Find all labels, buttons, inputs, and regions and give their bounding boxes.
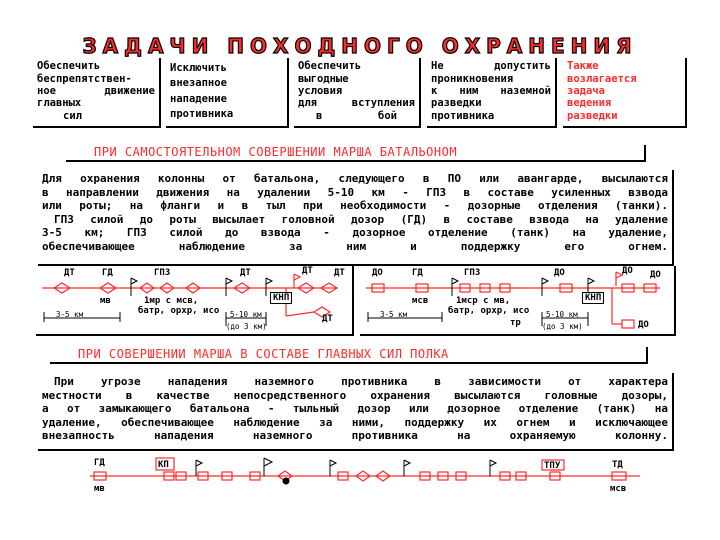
task-line: Не допустить xyxy=(431,60,551,73)
label-composition: 1мр с мсв, xyxy=(144,296,199,306)
task-box-4 xyxy=(427,58,557,128)
label-composition: батр, орхр, исо xyxy=(138,306,220,316)
label-do: ДО xyxy=(554,268,565,278)
label-mv: мв xyxy=(100,296,111,306)
label-do: ДО xyxy=(622,266,633,276)
task-line: Обеспечить xyxy=(37,60,101,73)
text-line: а от замыкающего батальона - тыльный дозор или дозорное отделение (танк) на xyxy=(42,402,668,416)
label-mv: мв xyxy=(94,484,105,494)
label-do: ДО xyxy=(638,320,649,330)
label-distance: 3-5 км xyxy=(56,310,84,319)
task-line: противника xyxy=(170,108,234,121)
label-tpu: ТПУ xyxy=(544,461,561,471)
label-distance: 5-10 км xyxy=(546,310,578,319)
label-dt: ДТ xyxy=(64,268,75,278)
text-line: При угрозе нападения наземного противника в зависимости от характера xyxy=(54,375,668,388)
label-composition: батр, орхр, исо xyxy=(448,306,530,316)
task-line: условия xyxy=(298,84,343,97)
page-title: ЗАДАЧИ ПОХОДНОГО ОХРАНЕНИЯ xyxy=(82,34,638,58)
task-line: возлагается xyxy=(567,72,637,85)
task-line: для вступления xyxy=(298,97,415,110)
label-tr: тр xyxy=(510,318,521,328)
task-line: Исключить xyxy=(170,61,227,74)
task-line: ное движение xyxy=(37,84,155,97)
task-box-3 xyxy=(294,58,421,128)
text-line: внезапность нападения наземного противника на охраняемую колонну. xyxy=(42,429,668,443)
task-line: разведки xyxy=(567,109,618,122)
task-line: внезапное xyxy=(170,77,227,90)
label-gd: ГД xyxy=(102,268,113,278)
march-diagram-battalion-motor xyxy=(360,266,676,336)
diagram-graphics xyxy=(50,452,680,504)
label-distance: 5-10 км xyxy=(230,310,262,319)
text-line: местности в качестве непосредственного охранения высылаются головные дозоры, xyxy=(42,388,668,402)
task-line: Также xyxy=(567,60,599,73)
task-line: беспрепятствен- xyxy=(37,72,132,85)
task-line: разведки xyxy=(431,97,482,110)
label-dt: ДТ xyxy=(302,266,313,276)
task-line: задача xyxy=(567,84,605,97)
label-do: ДО xyxy=(650,270,661,280)
label-dt: ДТ xyxy=(334,268,345,278)
text-line: Для охранения колонны от батальона, следующего в ПО или авангарде, высылаются xyxy=(42,172,668,185)
label-msv: мсв xyxy=(412,296,429,306)
label-kp: КП xyxy=(158,460,169,470)
task-line: главных xyxy=(37,97,82,110)
task-line: Обеспечить xyxy=(298,60,362,73)
text-line: или роты; на фланги и в тыл при необходимости - дозорные отделения (танки). xyxy=(42,199,668,213)
task-line: к ним наземной xyxy=(431,84,551,97)
text-line: удаление, обеспечивающее наблюдение за ними, поддержку их огнем и исключающее xyxy=(42,415,668,429)
label-gd: ГД xyxy=(412,268,423,278)
march-diagram-battalion-tank xyxy=(36,266,354,336)
label-distance: (до 3 км) xyxy=(542,322,583,331)
label-gpz: ГПЗ xyxy=(154,268,171,278)
label-dt: ДТ xyxy=(240,268,251,278)
task-line: проникновения xyxy=(431,72,514,85)
section-2-text xyxy=(38,373,674,451)
text-line: 3-5 км; ГПЗ силой до взвода - дозорное отделение (танк) на удаление, xyxy=(42,226,668,240)
task-box-1 xyxy=(33,58,161,128)
text-line: ГПЗ силой до роты высылает головной дозор (ГД) в составе взвода на удаление xyxy=(54,212,668,226)
task-line: сил xyxy=(63,109,82,122)
task-line: выгодные xyxy=(298,72,349,85)
label-td: ТД xyxy=(612,460,623,470)
label-gpz: ГПЗ xyxy=(464,268,481,278)
label-do: ДО xyxy=(372,268,383,278)
label-distance: (до 3 км) xyxy=(226,322,267,331)
text-line: в направлении движения на удалении 5-10 км - ГПЗ в составе усиленных взвода xyxy=(42,185,668,199)
label-composition: 1мср с мв, xyxy=(456,296,511,306)
task-box-2 xyxy=(166,58,289,128)
label-dt: ДТ xyxy=(322,314,333,324)
section-1-text xyxy=(38,170,674,266)
section-1-header: ПРИ САМОСТОЯТЕЛЬНОМ СОВЕРШЕНИИ МАРША БАТАЛЬОНОМ xyxy=(66,145,646,162)
text-line: обеспечивающее наблюдение за ним и поддержку его огнем. xyxy=(42,239,668,253)
label-msv: мсв xyxy=(610,484,627,494)
task-line: в бой xyxy=(316,109,397,122)
section-2-header: ПРИ СОВЕРШЕНИИ МАРША В СОСТАВЕ ГЛАВНЫХ СИЛ ПОЛКА xyxy=(50,347,648,364)
label-knp: КНП xyxy=(270,292,292,304)
label-gd: ГД xyxy=(94,458,105,468)
label-knp: КНП xyxy=(582,292,604,304)
march-diagram-regiment xyxy=(50,452,680,504)
task-line: нападение xyxy=(170,92,227,105)
task-line: ведения xyxy=(567,97,612,110)
task-line: противника xyxy=(431,109,495,122)
label-distance: 3-5 км xyxy=(380,310,408,319)
task-box-5 xyxy=(563,58,687,128)
